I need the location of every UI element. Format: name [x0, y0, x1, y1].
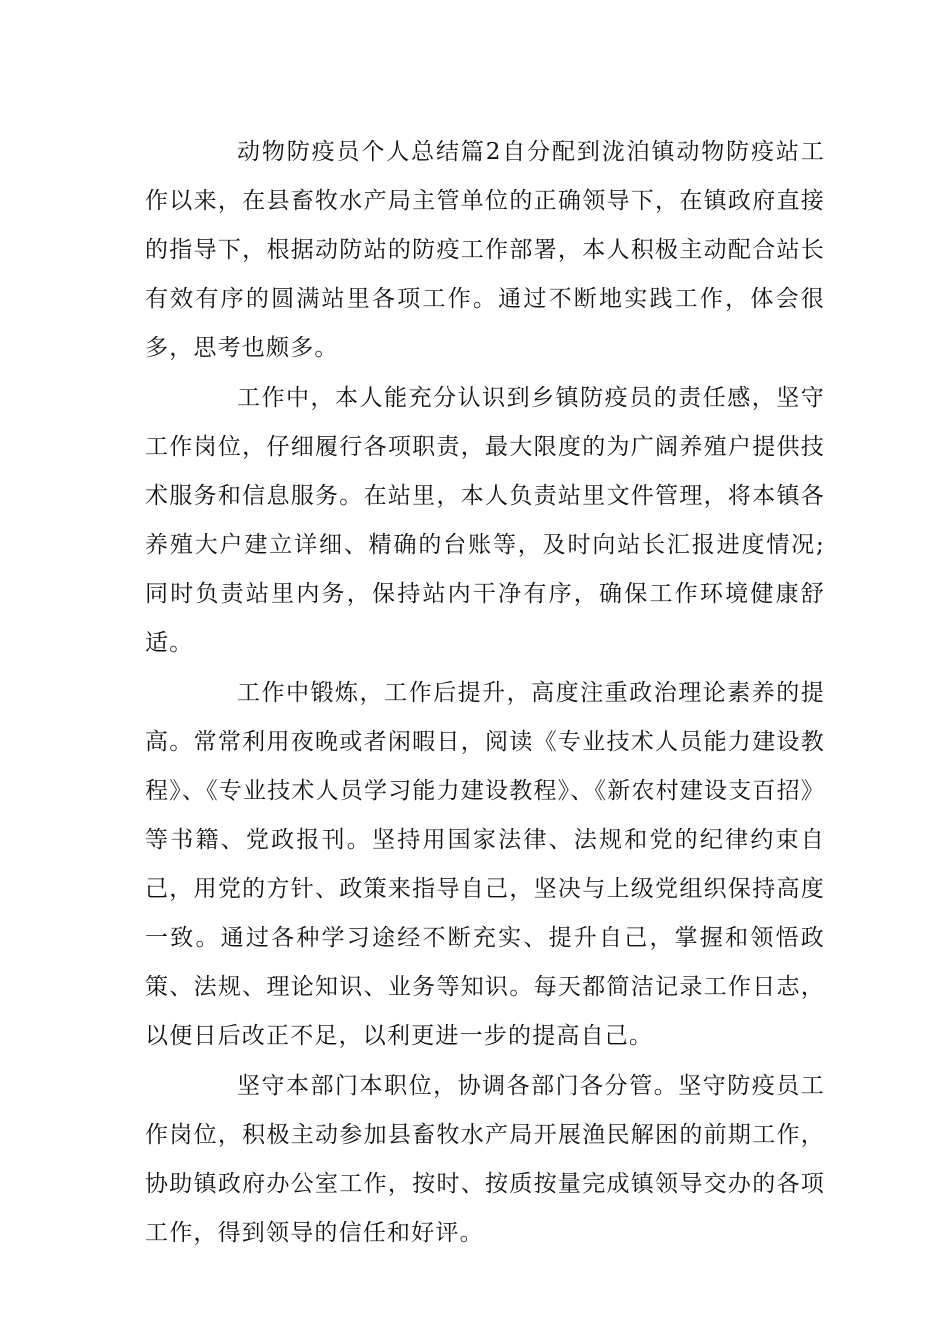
- paragraph-1: 动物防疫员个人总结篇2自分配到泷泊镇动物防疫站工作以来，在县畜牧水产局主管单位的正确领导下，在镇政府直接的指导下，根据动防站的防疫工作部署，本人积极主动配合站长有效有序的圆满站里各项工作。通过不断地实践工作，体会很多，思考也颇多。: [145, 139, 825, 361]
- document-body: [145, 128, 825, 1258]
- paragraph-4: 坚守本部门本职位，协调各部门各分管。坚守防疫员工作岗位，积极主动参加县畜牧水产局开展渔民解困的前期工作，协助镇政府办公室工作，按时、按质按量完成镇领导交办的各项工作，得到领导的信任和好评。: [145, 1073, 825, 1246]
- paragraph-2: 工作中，本人能充分认识到乡镇防疫员的责任感，坚守工作岗位，仔细履行各项职责，最大限度的为广阔养殖户提供技术服务和信息服务。在站里，本人负责站里文件管理，将本镇各养殖大户建立详细、精确的台账等，及时向站长汇报进度情况;同时负责站里内务，保持站内干净有序，确保工作环境健康舒适。: [145, 385, 825, 656]
- paragraph-3: 工作中锻炼，工作后提升，高度注重政治理论素养的提高。常常利用夜晚或者闲暇日，阅读《专业技术人员能力建设教程》、《专业技术人员学习能力建设教程》、《新农村建设支百招》等书籍、党政报刊。坚持用国家法律、法规和党的纪律约束自己，用党的方针、政策来指导自己，坚决与上级党组织保持高度一致。通过各种学习途经不断充实、提升自己，掌握和领悟政策、法规、理论知识、业务等知识。每天都简洁记录工作日志，以便日后改正不足，以利更进一步的提高自己。: [145, 680, 825, 1049]
